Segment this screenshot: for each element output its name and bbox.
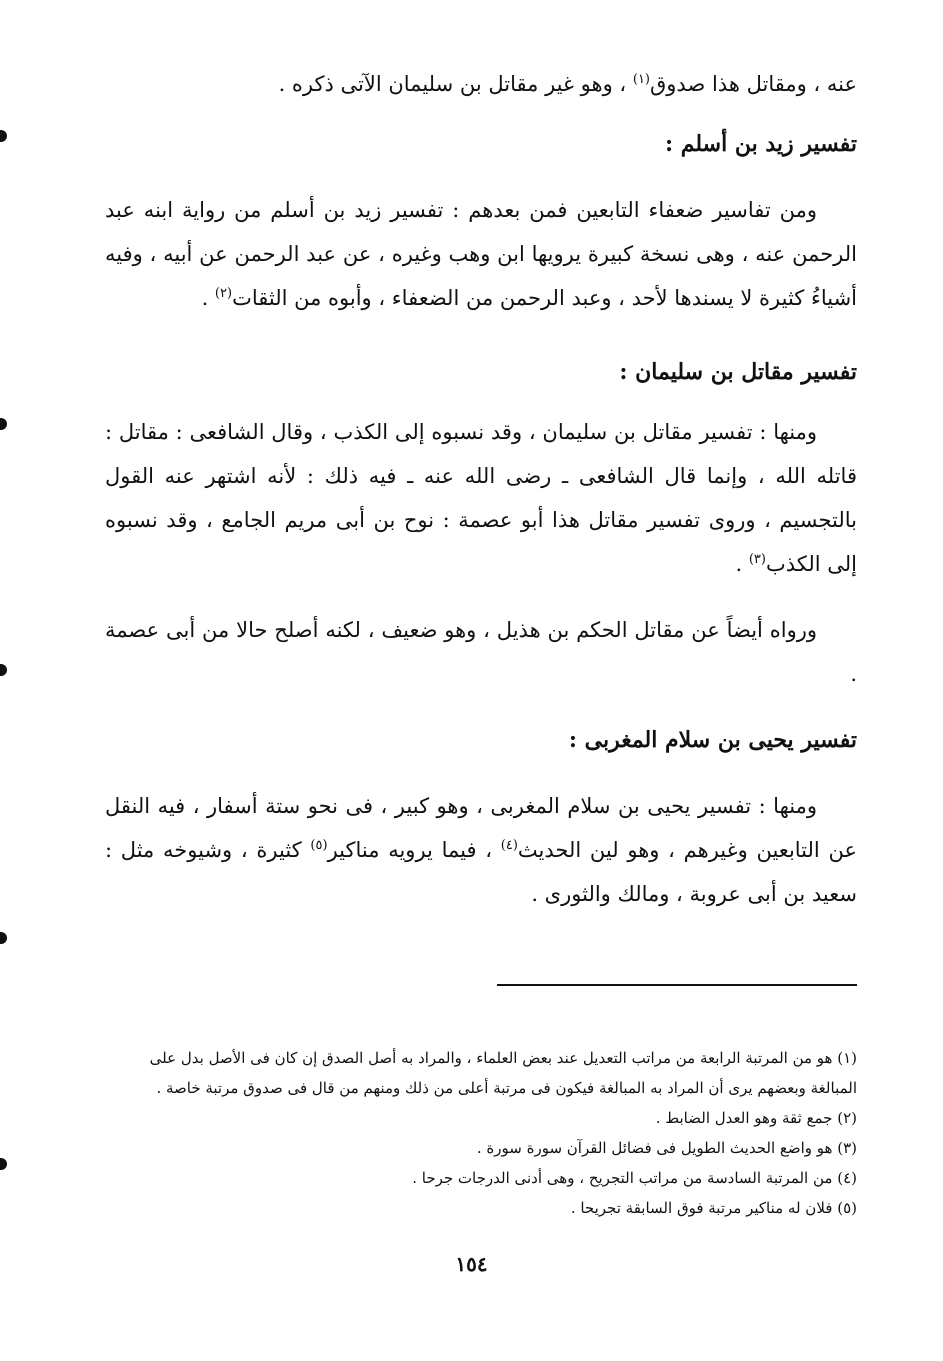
section-heading-muqatil: تفسير مقاتل بن سليمان : [619,359,857,385]
footnote-ref-2[interactable]: (٢) [214,286,233,301]
footnote-3: (٣) هو واضع الحديث الطويل فى فضائل القرآن سورة سورة . [476,1139,857,1157]
footnote-ref-5[interactable]: (٥) [310,838,328,853]
paragraph-hakam: ورواه أيضاً عن مقاتل الحكم بن هذيل ، وهو ضعيف ، لكنه أصلح حالا من أبى عصمة . [105,618,857,686]
footnote-ref-1[interactable]: (١) [632,72,650,87]
paragraph-yahya: ومنها : تفسير يحيى بن سلام المغربى ، وهو كبير ، فى نحو ستة أسفار ، فيه النقل عن التابعين وغيرهم ، وهو لين الحديث$^{(٤)}$ ، فيما يرويه مناكير$^{(٥)}$ كثيرة ، وشيوخه مثل : سعيد بن أبى عروبة ، ومالك والثورى . [105,794,857,906]
section-heading-zayd: تفسير زيد بن أسلم : [664,131,857,157]
page-number: ١٥٤ [455,1252,488,1276]
footnote-2: (٢) جمع ثقة وهو العدل الضابط . [655,1109,857,1127]
footnote-separator [497,984,857,986]
paragraph-continuation: عنه ، ومقاتل هذا صدوق$^{(١)}$ ، وهو غير مقاتل بن سليمان الآتى ذكره . [278,72,857,96]
paragraph-zayd: ومن تفاسير ضعفاء التابعين فمن بعدهم : تفسير زيد بن أسلم من رواية ابنه عبد الرحمن عنه ، وهى نسخة كبيرة يرويها ابن وهب وغيره ، عن عبد الرحمن عن أبيه ، وفيه أشياءُ كثيرة لا يسندها لأحد ، وعبد الرحمن من الضعفاء ، وأبوه من الثقات$^{(٢)}$ . [105,198,857,310]
scan-edge-mark [0,932,7,944]
scan-edge-mark [0,418,7,430]
footnote-ref-4[interactable]: (٤) [500,838,518,853]
scan-edge-mark [0,130,7,142]
scan-edge-mark [0,1158,7,1170]
footnotes [110,1043,857,1223]
section-heading-yahya: تفسير يحيى بن سلام المغربى : [568,727,857,753]
footnote-5: (٥) فلان له مناكير مرتبة فوق السابقة تجريحا . [570,1199,857,1217]
footnote-1: (١) هو من المرتبة الرابعة من مراتب التعديل عند بعض العلماء ، والمراد به أصل الصدق إن كان فى الأصل بدل على المبالغة وبعضهم يرى أن المراد به المبالغة فيكون فى مرتبة أعلى من ذلك ومنهم من قال فى صدوق مرتبة خاصة . [149,1049,857,1097]
scan-edge-mark [0,664,7,676]
main-text [105,62,857,916]
footnote-ref-3[interactable]: (٣) [748,552,766,567]
paragraph-muqatil: ومنها : تفسير مقاتل بن سليمان ، وقد نسبوه إلى الكذب ، وقال الشافعى : مقاتل : قاتله الله ، وإنما قال الشافعى ـ رضى الله عنه ـ فيه ذلك : لأنه اشتهر عنه القول بالتجسيم ، وروى تفسير مقاتل هذا أبو عصمة : نوح بن أبى مريم الجامع ، وقد نسبوه إلى الكذب$^{(٣)}$ . [105,420,857,576]
footnote-4: (٤) من المرتبة السادسة من مراتب التجريح ، وهى أدنى الدرجات جرحا . [412,1169,857,1187]
